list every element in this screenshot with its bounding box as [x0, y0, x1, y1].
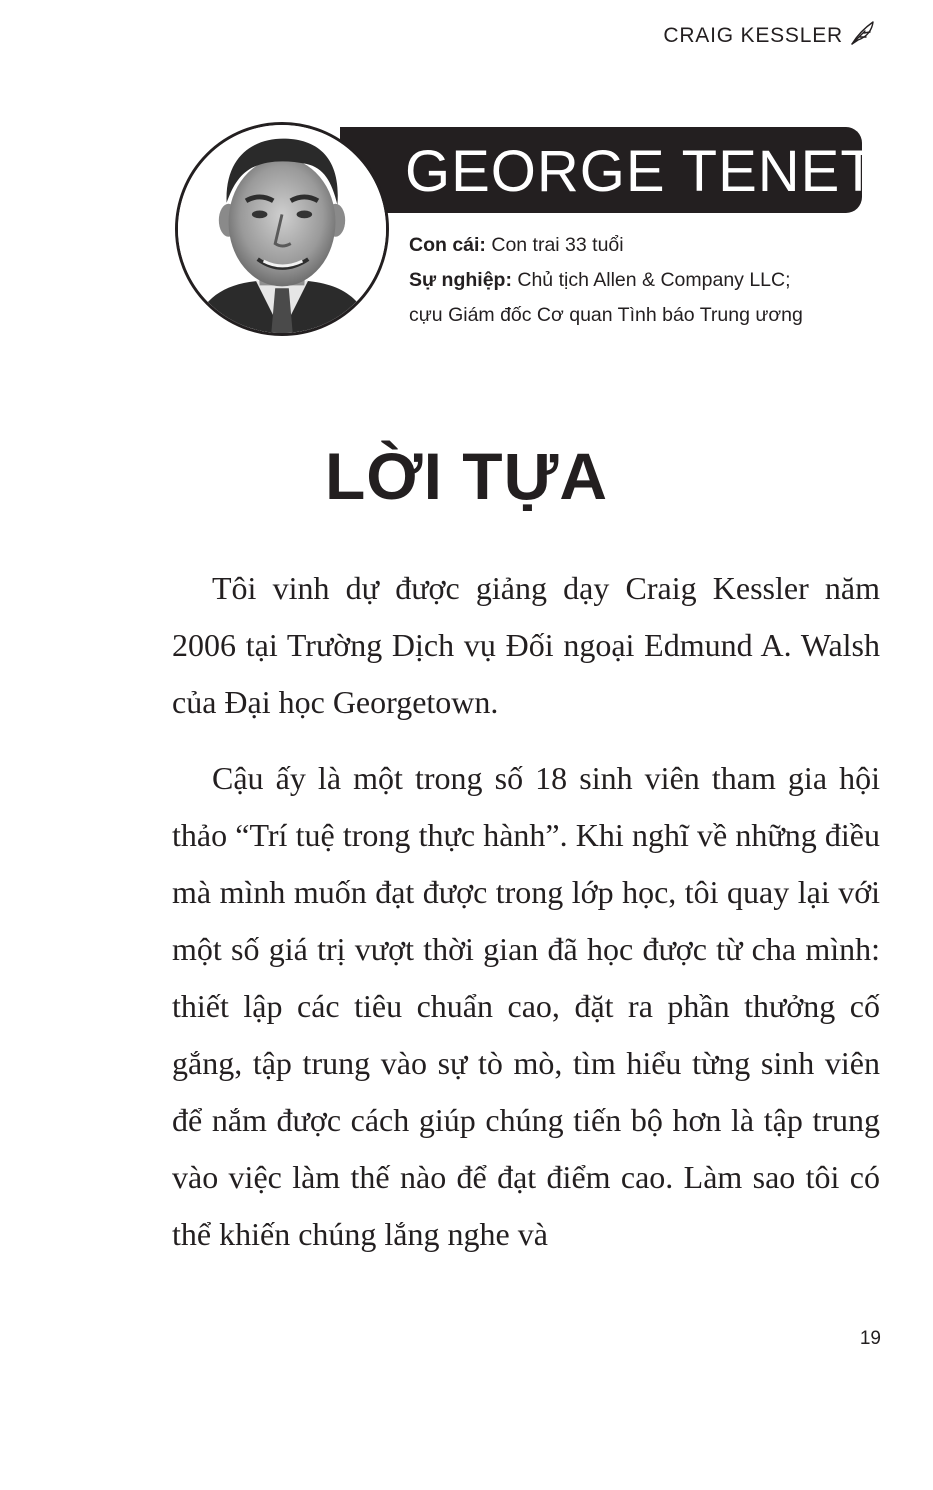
portrait-photo: [175, 122, 389, 336]
children-value: Con trai 33 tuổi: [491, 234, 624, 256]
page-number: 19: [859, 1328, 881, 1349]
children-label: Con cái:: [409, 234, 486, 256]
paragraph-1: Tôi vinh dự được giảng dạy Craig Kessler năm 2006 tại Trường Dịch vụ Đối ngoại Edmund A. Walsh của Đại học Georgetown.: [172, 570, 880, 720]
career-line-1: Chủ tịch Allen & Company LLC;: [517, 269, 791, 291]
children-row: [409, 228, 899, 263]
paragraph-2: Cậu ấy là một trong số 18 sinh viên tham gia hội thảo “Trí tuệ trong thực hành”. Khi nghĩ về những điều mà mình muốn đạt được trong lớp học, tôi quay lại với một số giá trị vượt thời gian đã học được từ cha mình: thiết lập các tiêu chuẩn cao, đặt ra phần thưởng cố gắng, tập trung vào sự tò mò, tìm hiểu từng sinh viên để nắm được cách giúp chúng tiến bộ hơn là tập trung vào việc làm thế nào để đạt điểm cao. Làm sao tôi có thể khiến chúng lắng nghe và: [172, 760, 880, 1252]
profile-name: GEORGE TENET: [405, 139, 877, 204]
profile-facts: [409, 228, 899, 333]
career-line-2: cựu Giám đốc Cơ quan Tình báo Trung ương: [409, 304, 803, 326]
running-head-author: CRAIG KESSLER: [663, 24, 843, 47]
profile-header: [0, 0, 933, 360]
career-row-2: [409, 298, 899, 333]
body-text: [172, 560, 880, 1263]
career-row: [409, 263, 899, 298]
career-label: Sự nghiệp:: [409, 269, 512, 291]
chapter-title: LỜI TỰA: [324, 439, 609, 513]
